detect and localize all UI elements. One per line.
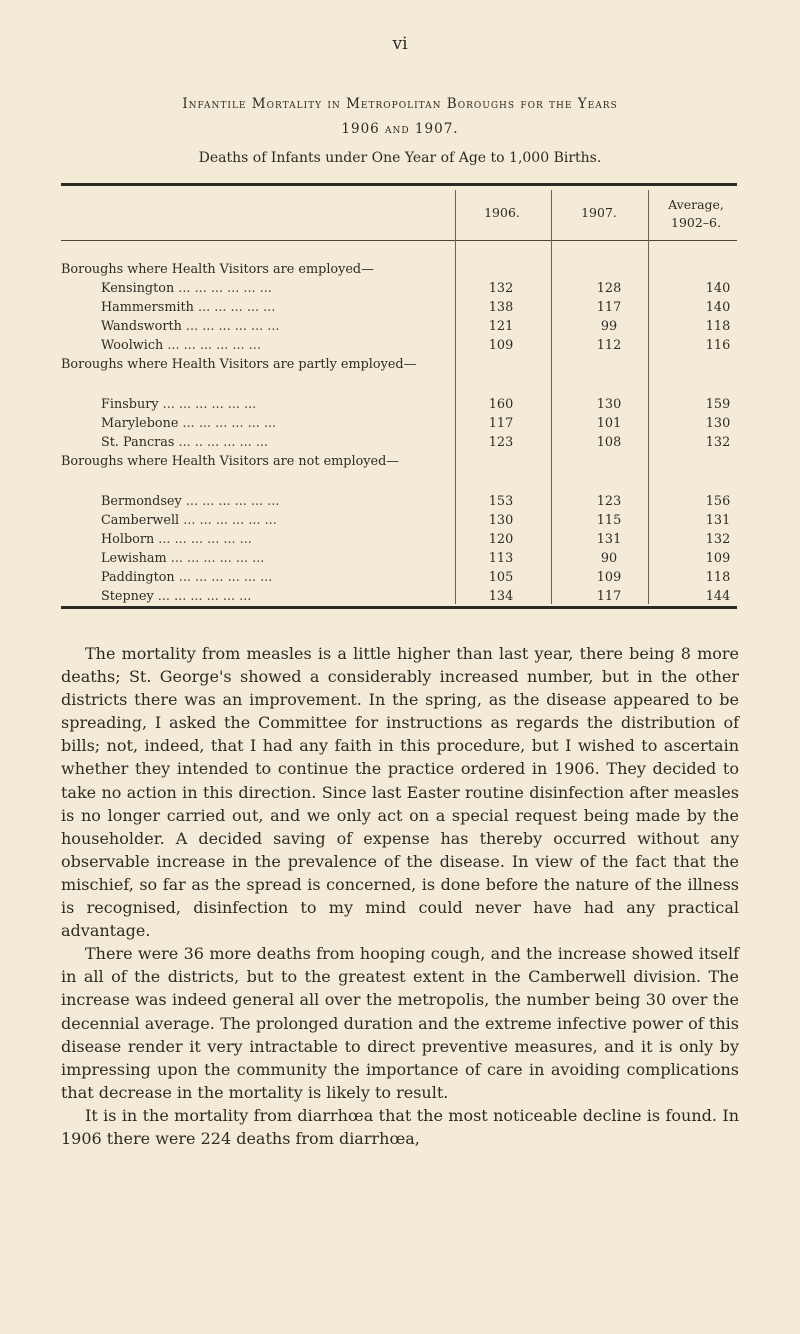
value-1907: 99 xyxy=(600,319,618,334)
leader-dots: ... ... ... ... ... ... xyxy=(178,281,272,296)
value-average: 132 xyxy=(705,532,731,547)
header-1906: 1906. xyxy=(484,205,520,220)
value-average: 132 xyxy=(705,435,731,450)
page-number: vi xyxy=(392,34,408,54)
group-heading xyxy=(61,452,737,492)
borough-name: Paddington xyxy=(101,570,175,585)
leader-dots: ... ... ... ... ... ... xyxy=(158,532,252,547)
value-1907: 112 xyxy=(596,338,622,353)
value-1907: 101 xyxy=(596,416,622,431)
table-bottom-rule xyxy=(61,606,737,609)
value-1907: 117 xyxy=(596,300,622,315)
value-1906: 132 xyxy=(488,281,514,296)
table-row xyxy=(61,568,737,587)
value-1907: 115 xyxy=(596,513,622,528)
group-heading xyxy=(61,260,737,279)
value-1907: 131 xyxy=(596,532,622,547)
borough-name: Wandsworth xyxy=(101,319,182,334)
table-row xyxy=(61,587,737,606)
table-row xyxy=(61,511,737,530)
value-average: 116 xyxy=(705,338,731,353)
table-row xyxy=(61,549,737,568)
title-line-1: Infantile Mortality in Metropolitan Boroughs for the Years xyxy=(182,96,618,112)
group-label: Boroughs where Health Visitors are not employed— xyxy=(61,454,400,469)
borough-name: Holborn xyxy=(101,532,155,547)
leader-dots: ... ... ... ... ... ... xyxy=(167,338,261,353)
value-1906: 109 xyxy=(488,338,514,353)
leader-dots: ... ... ... ... ... ... xyxy=(185,494,280,509)
borough-name: Hammersmith xyxy=(101,300,194,315)
borough-name: Stepney xyxy=(101,589,154,604)
borough-name: Camberwell xyxy=(101,513,180,528)
value-average: 140 xyxy=(705,281,731,296)
value-1907: 123 xyxy=(596,494,622,509)
value-1906: 120 xyxy=(488,532,514,547)
leader-dots: ... ... ... ... ... ... xyxy=(178,570,273,585)
value-average: 144 xyxy=(705,589,731,604)
value-average: 140 xyxy=(705,300,731,315)
value-1906: 113 xyxy=(488,551,514,566)
value-1906: 117 xyxy=(488,416,514,431)
table-top-rule xyxy=(61,183,737,186)
title-line-2: 1906 and 1907. xyxy=(341,121,459,137)
value-1907: 109 xyxy=(596,570,622,585)
value-average: 156 xyxy=(705,494,731,509)
table-subtitle: Deaths of Infants under One Year of Age to 1,000 Births. xyxy=(198,150,602,166)
value-1906: 130 xyxy=(488,513,514,528)
paragraph-hooping-cough: There were 36 more deaths from hooping cough, and the increase showed itself in all of the districts, but to the greatest extent in the Camberwell division. The increase was indeed general all over the metropolis, the number being 30 over the decennial average. The prolonged duration and the extreme infective power of this disease render it very intractable to direct preventive measures, and it is only by impressing upon the community the importance of care in avoiding complications that decrease in the mortality is likely to result. xyxy=(61,944,739,1102)
leader-dots: ... ... ... ... ... xyxy=(198,300,276,315)
group-label: Boroughs where Health Visitors are partly employed— xyxy=(61,357,417,372)
value-average: 118 xyxy=(705,319,731,334)
value-1906: 121 xyxy=(488,319,514,334)
value-average: 118 xyxy=(705,570,731,585)
value-average: 130 xyxy=(705,416,731,431)
value-1906: 134 xyxy=(488,589,514,604)
value-1907: 128 xyxy=(596,281,622,296)
leader-dots: ... ... ... ... ... ... xyxy=(182,416,277,431)
header-average xyxy=(652,196,740,232)
value-1907: 117 xyxy=(596,589,622,604)
table-row xyxy=(61,530,737,549)
leader-dots: ... ... ... ... ... ... xyxy=(170,551,265,566)
value-average: 159 xyxy=(705,397,731,412)
header-average-line-2: 1902–6. xyxy=(671,215,721,230)
value-1906: 105 xyxy=(488,570,514,585)
value-average: 131 xyxy=(705,513,731,528)
leader-dots: ... ... ... ... ... ... xyxy=(183,513,277,528)
leader-dots: ... ... ... ... ... ... xyxy=(162,397,257,412)
borough-name: Finsbury xyxy=(101,397,159,412)
table-row xyxy=(61,414,737,433)
value-1907: 130 xyxy=(596,397,622,412)
table-row xyxy=(61,298,737,317)
value-1907: 108 xyxy=(596,435,622,450)
value-1907: 90 xyxy=(600,551,618,566)
mortality-table xyxy=(61,260,737,606)
borough-name: Marylebone xyxy=(101,416,179,431)
paragraph-measles: The mortality from measles is a little higher than last year, there being 8 more deaths; St. George's showed a considerably increased number, but in the other districts there was an improvement. In the spring, as the disease appeared to be spreading, I asked the Committee for instructions as regards the distribution of bills; not, indeed, that I had any faith in this procedure, but I wished to ascertain whether they intended to continue the practice ordered in 1906. They decided to take no action in this direction. Since last Easter routine disinfection after measles is no longer carried out, and we only act on a special request being made by the householder. A decided saving of expense has thereby occurred without any observable increase in the prevalence of the disease. In view of the fact that the mischief, so far as the spread is concerned, is done before the nature of the illness is recognised, disinfection to my mind could never have had any practical advantage. xyxy=(61,644,739,941)
value-1906: 123 xyxy=(488,435,514,450)
value-average: 109 xyxy=(705,551,731,566)
header-average-line-1: Average, xyxy=(668,197,724,212)
table-row xyxy=(61,317,737,336)
borough-name: Lewisham xyxy=(101,551,167,566)
value-1906: 153 xyxy=(488,494,514,509)
borough-name: Woolwich xyxy=(101,338,164,353)
borough-name: Kensington xyxy=(101,281,175,296)
group-heading xyxy=(61,355,737,395)
borough-name: St. Pancras xyxy=(101,435,175,450)
report-body xyxy=(61,642,739,1150)
table-row xyxy=(61,433,737,452)
value-1906: 138 xyxy=(488,300,514,315)
page-title xyxy=(0,92,800,142)
table-row xyxy=(61,279,737,298)
paragraph-diarrhoea: It is in the mortality from diarrhœa that the most noticeable decline is found. In 1906 there were 224 deaths from diarrhœa, xyxy=(61,1105,739,1148)
header-1907: 1907. xyxy=(581,205,617,220)
table-header-rule xyxy=(61,240,737,241)
borough-name: Bermondsey xyxy=(101,494,182,509)
leader-dots: ... ... ... ... ... ... xyxy=(185,319,280,334)
leader-dots: ... ... ... ... ... ... xyxy=(157,589,252,604)
table-row xyxy=(61,395,737,414)
table-row xyxy=(61,492,737,511)
table-row xyxy=(61,336,737,355)
value-1906: 160 xyxy=(488,397,514,412)
group-label: Boroughs where Health Visitors are employed— xyxy=(61,262,374,277)
leader-dots: ... .. ... ... ... ... xyxy=(178,435,269,450)
